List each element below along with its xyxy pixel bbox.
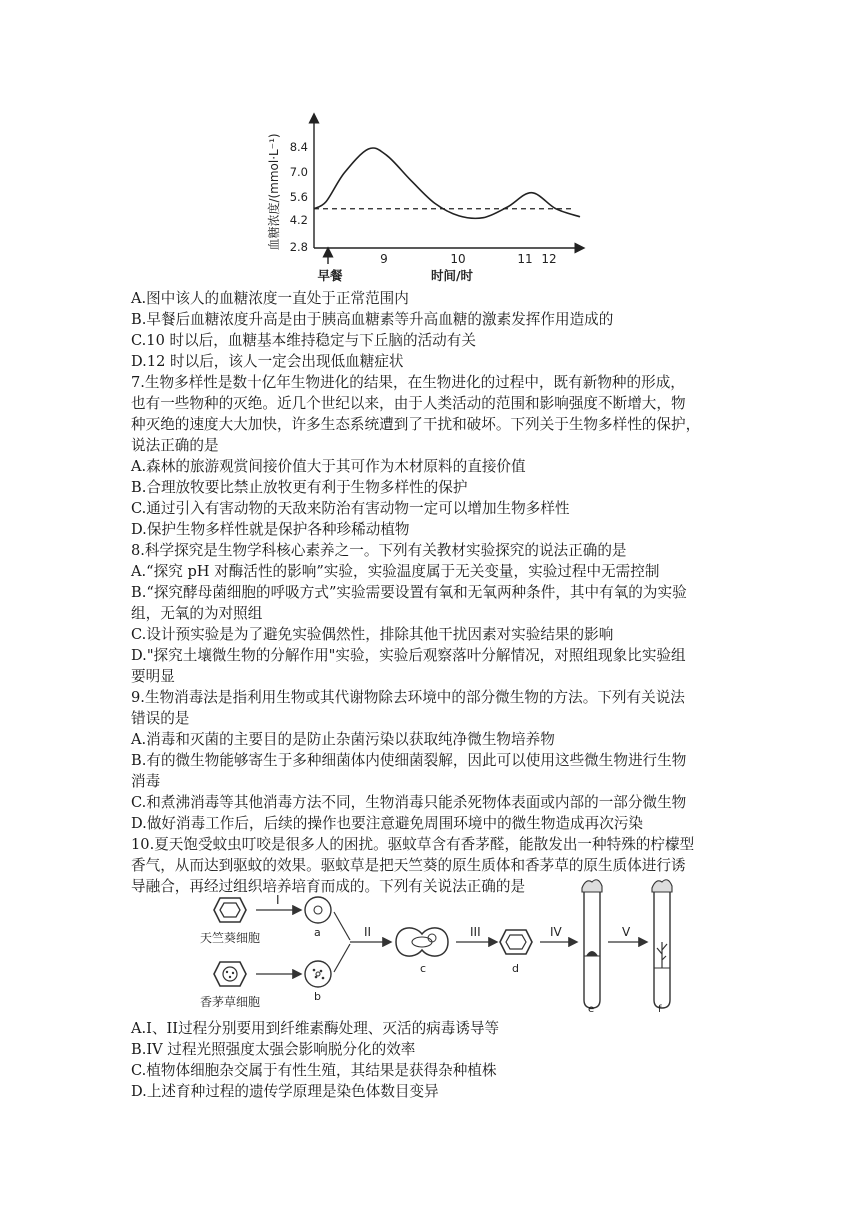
protoplast-b-icon [305, 961, 331, 987]
label-d: d [512, 962, 519, 975]
text-line: D.上述育种过程的遗传学原理是染色体数目变异 [131, 1083, 439, 1100]
xtick-label-3: 12 [541, 252, 557, 266]
citronella-cell-icon [214, 962, 246, 986]
label-c: c [420, 962, 427, 975]
label-a: a [314, 926, 321, 939]
text-line: C.10 时以后，血糖基本维持稳定与下丘脑的活动有关 [131, 332, 476, 349]
text-line: B.“探究酵母菌细胞的呼吸方式”实验需要设置有氧和无氧两种条件，其中有氧的为实验 [131, 584, 687, 601]
text-line: B.有的微生物能够寄生于多种细菌体内使细菌裂解，因此可以使用这些微生物进行生物 [131, 752, 687, 769]
ytick-label-3: 7.0 [289, 165, 308, 179]
text-line: B.早餐后血糖浓度升高是由于胰高血糖素等升高血糖的激素发挥作用造成的 [131, 311, 614, 328]
step4-label: IV [550, 925, 562, 939]
text-line: 8.科学探究是生物学科核心素养之一。下列有关教材实验探究的说法正确的是 [131, 542, 627, 559]
text-line: 要明显 [131, 668, 175, 685]
text-line: 组，无氧的为对照组 [131, 605, 263, 622]
test-tube-e-icon [582, 880, 602, 1008]
text-line: C.植物体细胞杂交属于有性生殖，其结果是获得杂种植株 [131, 1062, 497, 1079]
text-line: D.保护生物多样性就是保护各种珍稀动植物 [131, 521, 410, 538]
blood-glucose-chart [262, 112, 592, 284]
breakfast-label: 早餐 [317, 268, 343, 283]
test-tube-f-icon [652, 880, 672, 1008]
chart-ylabel: 血糖浓度/(mmol·L⁻¹) [267, 133, 281, 251]
step3-label: III [470, 925, 481, 939]
text-line: A.森林的旅游观赏间接价值大于其可作为木材原料的直接价值 [131, 458, 526, 475]
text-line: A.I、II过程分别要用到纤维素酶处理、灭活的病毒诱导等 [131, 1020, 500, 1037]
converge-line-bottom [334, 944, 350, 972]
fused-cell-c-icon [396, 928, 448, 956]
text-line: A.图中该人的血糖浓度一直处于正常范围内 [131, 290, 409, 307]
step1-label: I [276, 893, 280, 907]
text-line: 错误的是 [131, 710, 190, 727]
text-line: 9.生物消毒法是指利用生物或其代谢物除去环境中的部分微生物的方法。下列有关说法 [131, 689, 685, 706]
xtick-label-0: 9 [380, 252, 388, 266]
text-line: C.通过引入有害动物的天敌来防治有害动物一定可以增加生物多样性 [131, 500, 570, 517]
label-e: e [588, 1004, 595, 1014]
text-line: D.12 时以后，该人一定会出现低血糖症状 [131, 353, 404, 370]
text-line: B.合理放牧要比禁止放牧更有利于生物多样性的保护 [131, 479, 468, 496]
step2-label: II [364, 925, 372, 939]
text-line: B.IV 过程光照强度太强会影响脱分化的效率 [131, 1041, 416, 1058]
chart-xlabel: 时间/时 [430, 268, 474, 283]
hybrid-cell-d-icon [500, 930, 532, 954]
text-line: 香气，从而达到驱蚊的效果。驱蚊草是把天竺葵的原生质体和香茅草的原生质体进行诱 [131, 857, 686, 874]
text-line: D."探究土壤微生物的分解作用"实验，实验后观察落叶分解情况，对照组现象比实验组 [131, 647, 686, 664]
somatic-hybridization-diagram [200, 872, 700, 1014]
text-line: D.做好消毒工作后，后续的操作也要注意避免周围环境中的微生物造成再次污染 [131, 815, 644, 832]
text-line: 导融合，再经过组织培养培育而成的。下列有关说法正确的是 [131, 878, 526, 895]
y-ticks [290, 140, 308, 254]
step5-label: V [622, 925, 631, 939]
text-line: 说法正确的是 [131, 437, 219, 454]
xtick-label-1: 10 [450, 252, 466, 266]
text-line: 7.生物多样性是数十亿年生物进化的结果，在生物进化的过程中，既有新物种的形成， [131, 374, 685, 391]
text-line: C.设计预实验是为了避免实验偶然性，排除其他干扰因素对实验结果的影响 [131, 626, 614, 643]
glucose-curve [314, 148, 580, 218]
text-line: A.消毒和灭菌的主要目的是防止杂菌污染以获取纯净微生物培养物 [131, 731, 555, 748]
citronella-cell-label: 香茅草细胞 [200, 995, 261, 1009]
label-f: f [658, 1004, 662, 1014]
label-b: b [314, 990, 321, 1003]
geranium-cell-label: 天竺葵细胞 [200, 931, 261, 945]
ytick-label-1: 4.2 [289, 213, 308, 227]
text-line: 种灭绝的速度大大加快，许多生态系统遭到了干扰和破坏。下列关于生物多样性的保护， [131, 416, 701, 433]
protoplast-a-icon [305, 897, 331, 923]
converge-line-top [334, 912, 350, 940]
text-line: 10.夏天饱受蚊虫叮咬是很多人的困扰。驱蚊草含有香茅醛，能散发出一种特殊的柠檬型 [131, 836, 695, 853]
geranium-cell-icon [214, 898, 246, 922]
ytick-label-4: 8.4 [289, 140, 308, 154]
text-line: 也有一些物种的灭绝。近几个世纪以来，由于人类活动的范围和影响强度不断增大，物 [131, 395, 686, 412]
text-line: 消毒 [131, 773, 161, 790]
ytick-label-0: 2.8 [289, 240, 308, 254]
text-line: C.和煮沸消毒等其他消毒方法不同，生物消毒只能杀死物体表面或内部的一部分微生物 [131, 794, 687, 811]
text-line: A.“探究 pH 对酶活性的影响”实验，实验温度属于无关变量，实验过程中无需控制 [131, 563, 660, 580]
ytick-label-2: 5.6 [289, 190, 308, 204]
xtick-label-2: 11 [517, 252, 533, 266]
x-ticks [380, 252, 556, 266]
